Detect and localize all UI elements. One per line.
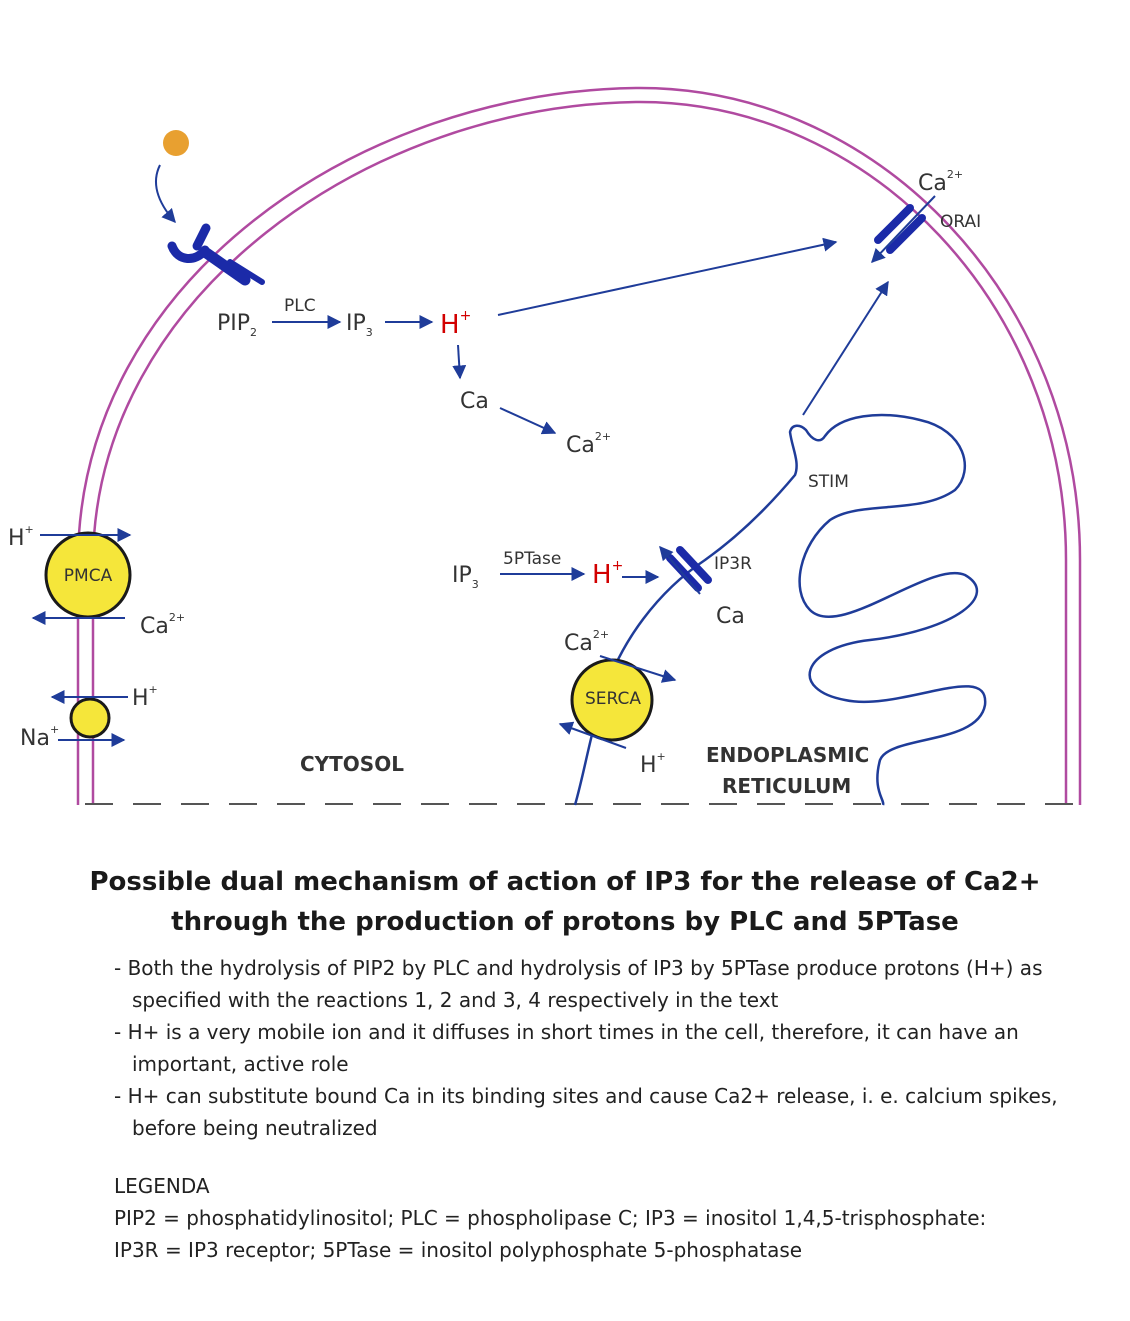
caption-bullet: - H+ is a very mobile ion and it diffuses in short times in the cell, therefore, it can have an important, active role: [114, 1020, 1019, 1076]
ip3r-label: IP3R: [714, 554, 752, 574]
ligand-binding-arrow: [156, 165, 175, 222]
5ptase-label: 5PTase: [503, 549, 562, 569]
pmca-proton-label: H+: [8, 523, 34, 551]
pmca-calcium-label: $Ca^{2+}$: [140, 611, 186, 639]
caption-bullets: [114, 952, 1104, 1144]
bound-calcium-top-label: Ca: [460, 389, 489, 414]
proton-to-calcium-arrow: [458, 345, 460, 378]
serca-label: SERCA: [585, 689, 641, 709]
pip2-label: $PIP_2$: [217, 311, 258, 339]
legend-line: PIP2 = phosphatidylinositol; PLC = phospholipase C; IP3 = inositol 1,4,5-trisphosphate:: [114, 1206, 987, 1230]
exchanger-proton-label: H+: [132, 683, 158, 711]
ip3-mid-label: $IP_3$: [452, 563, 479, 591]
orai-calcium-entry-arrow: [872, 196, 935, 262]
serca-calcium-label: $Ca^{2+}$: [564, 628, 610, 656]
na-h-exchanger: [71, 699, 109, 737]
caption-bullet: - Both the hydrolysis of PIP2 by PLC and hydrolysis of IP3 by 5PTase produce protons (H+) as specified with the reactions 1, 2 and 3, 4 respectively in the text: [114, 956, 1043, 1012]
legend-line: IP3R = IP3 receptor; 5PTase = inositol polyphosphate 5-phosphatase: [114, 1238, 803, 1262]
proton-mid-label: H+: [592, 558, 624, 590]
proton-top-label: H+: [440, 308, 472, 340]
receptor-icon: [172, 228, 262, 282]
serca-pump: [572, 660, 652, 740]
bound-calcium-er-label: Ca: [716, 604, 745, 629]
caption-title-line2: through the production of protons by PLC and 5PTase: [171, 907, 959, 937]
caption-bullet: - H+ can substitute bound Ca in its binding sites and cause Ca2+ release, i. e. calcium spikes, before being neutralized: [114, 1084, 1058, 1140]
ligand-molecule: [163, 130, 189, 156]
ip3-top-label: $IP_3$: [346, 311, 373, 339]
serca-proton-label: H+: [640, 750, 666, 778]
orai-calcium-label: $Ca^{2+}$: [918, 168, 964, 196]
orai-label: ORAI: [940, 212, 982, 232]
pmca-label: PMCA: [63, 566, 113, 586]
exchanger-sodium-label: Na+: [20, 723, 60, 751]
legend-title: LEGENDA: [114, 1174, 210, 1198]
calcium-release-arrow: [500, 408, 555, 433]
caption: [0, 862, 1130, 1266]
proton-to-orai-arrow: [498, 242, 836, 315]
orai-channel: [878, 208, 922, 250]
stim-label: STIM: [808, 472, 849, 492]
pmca-pump: [46, 533, 130, 617]
free-calcium-top-label: $Ca^{2+}$: [566, 430, 612, 458]
caption-title-line1: Possible dual mechanism of action of IP3 for the release of Ca2+: [89, 867, 1041, 897]
er-label-line2: RETICULUM: [722, 774, 852, 798]
stim-to-orai-arrow: [803, 282, 888, 415]
plc-label: PLC: [284, 296, 316, 316]
cytosol-label: CYTOSOL: [300, 752, 404, 776]
caption-title: [0, 862, 1130, 942]
er-label-line1: ENDOPLASMIC: [706, 743, 870, 767]
legend: [114, 1170, 1104, 1266]
